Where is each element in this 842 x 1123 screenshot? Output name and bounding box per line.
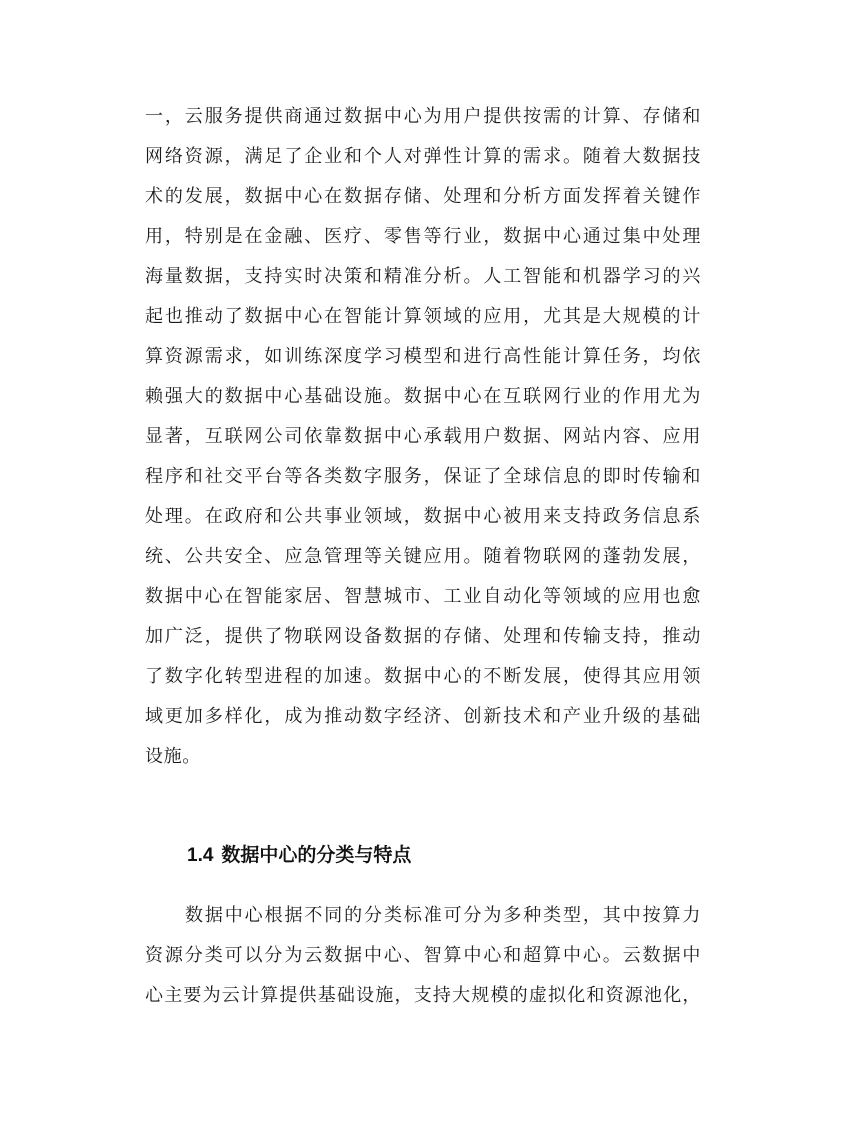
text-line: 统、公共安全、应急管理等关键应用。随着物联网的蓬勃发展，: [145, 546, 701, 567]
section-heading: [187, 838, 411, 874]
text-line: 域更加多样化，成为推动数字经济、创新技术和产业升级的基础: [145, 706, 701, 727]
paragraph-data-center-applications: [145, 97, 701, 777]
section-title: 数据中心的分类与特点: [221, 845, 412, 866]
text-line: 算资源需求，如训练深度学习模型和进行高性能计算任务，均依: [145, 346, 701, 367]
text-line: 数据中心根据不同的分类标准可分为多种类型，其中按算力: [185, 905, 701, 926]
text-line: 程序和社交平台等各类数字服务，保证了全球信息的即时传输和: [145, 466, 701, 487]
text-line: 用，特别是在金融、医疗、零售等行业，数据中心通过集中处理: [145, 226, 701, 247]
paragraph-data-center-classification: [145, 896, 701, 1016]
text-line: 心主要为云计算提供基础设施，支持大规模的虚拟化和资源池化，: [145, 985, 701, 1006]
text-line: 一，云服务提供商通过数据中心为用户提供按需的计算、存储和: [145, 106, 701, 127]
text-line: 海量数据，支持实时决策和精准分析。人工智能和机器学习的兴: [145, 266, 701, 287]
text-line: 网络资源，满足了企业和个人对弹性计算的需求。随着大数据技: [145, 146, 701, 167]
text-line: 显著，互联网公司依靠数据中心承载用户数据、网站内容、应用: [145, 426, 701, 447]
text-line: 处理。在政府和公共事业领域，数据中心被用来支持政务信息系: [145, 506, 701, 527]
text-line: 加广泛，提供了物联网设备数据的存储、处理和传输支持，推动: [145, 626, 701, 647]
text-line: 起也推动了数据中心在智能计算领域的应用，尤其是大规模的计: [145, 306, 701, 327]
text-line: 术的发展，数据中心在数据存储、处理和分析方面发挥着关键作: [145, 186, 701, 207]
text-line: 数据中心在智能家居、智慧城市、工业自动化等领域的应用也愈: [145, 586, 701, 607]
text-line: 资源分类可以分为云数据中心、智算中心和超算中心。云数据中: [145, 945, 701, 966]
text-line: 赖强大的数据中心基础设施。数据中心在互联网行业的作用尤为: [145, 386, 701, 407]
section-number: 1.4: [187, 845, 214, 866]
text-line: 了数字化转型进程的加速。数据中心的不断发展，使得其应用领: [145, 666, 701, 687]
text-line: 设施。: [145, 746, 201, 767]
